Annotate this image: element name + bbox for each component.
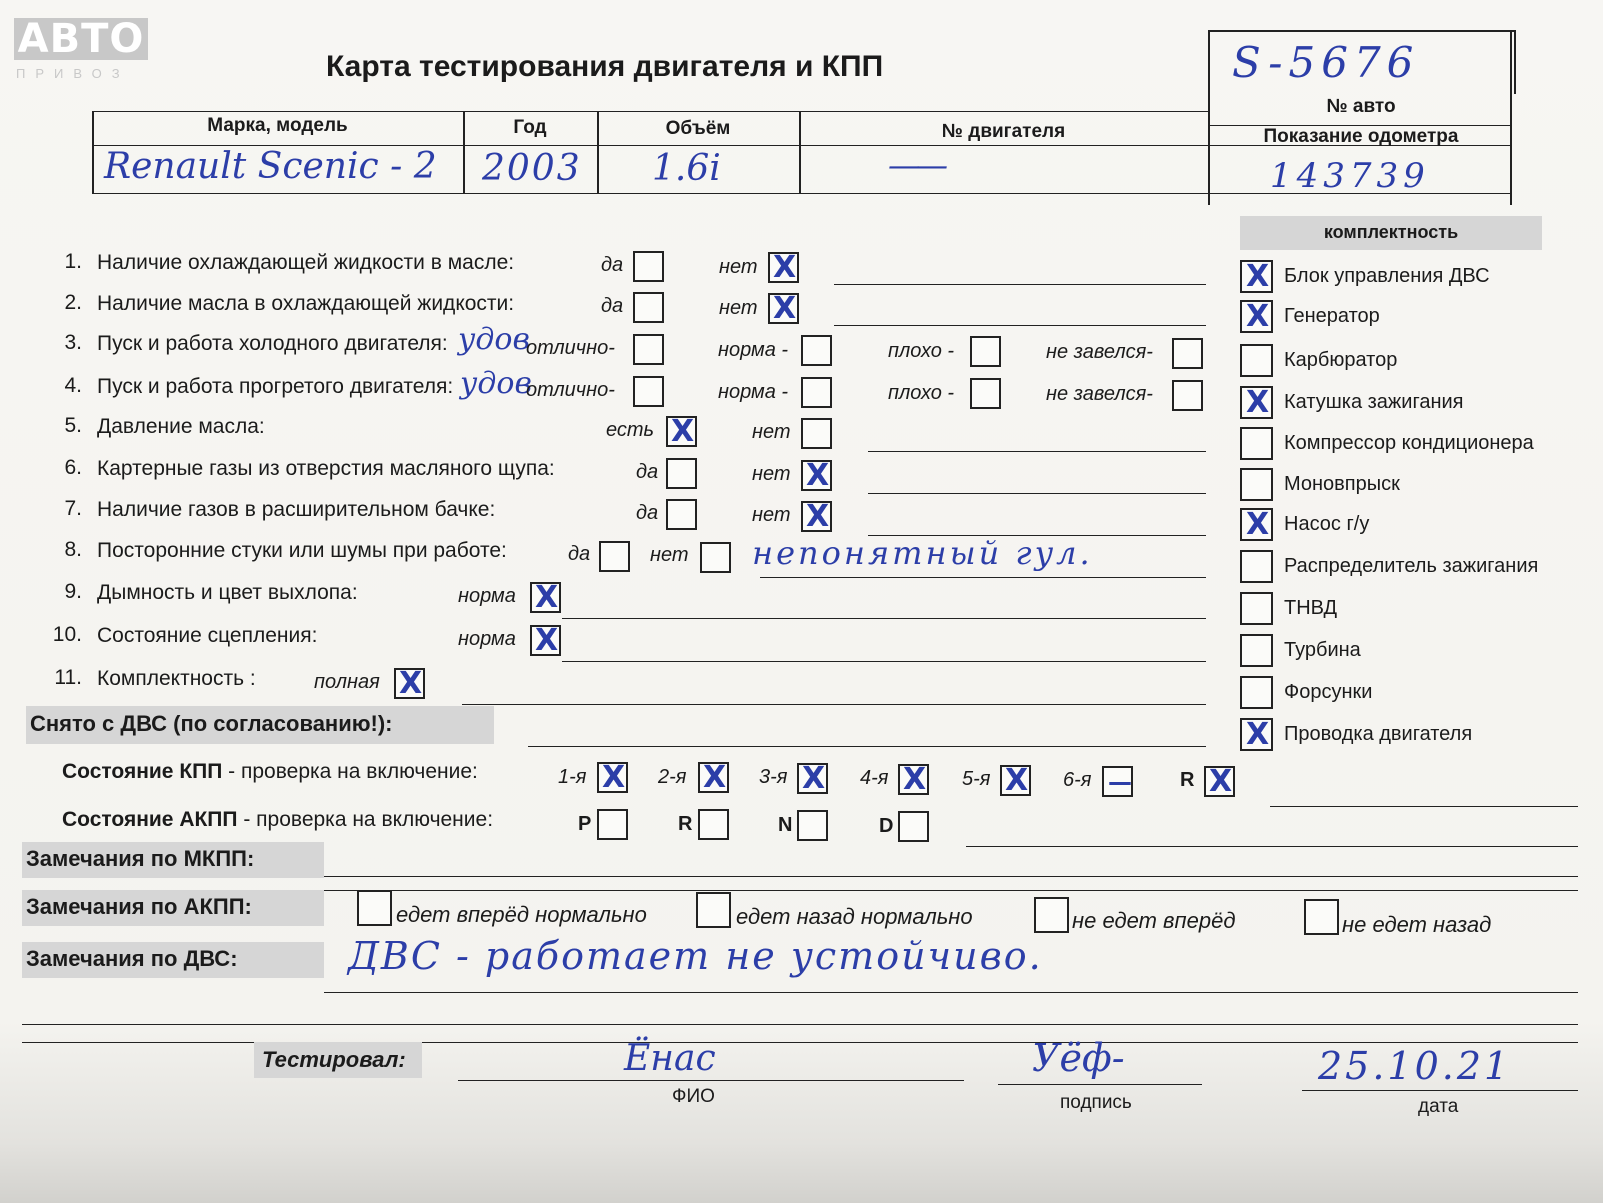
q10-note-line — [562, 661, 1206, 662]
auto-backward-ok-label: едет назад нормально — [736, 904, 973, 929]
manual-remarks-line-1 — [324, 876, 1578, 877]
auto-gearbox-label — [62, 808, 493, 832]
auto-no-forward-label: не едет вперёд — [1072, 908, 1236, 933]
kit-item-label-3: Карбюратор — [1284, 349, 1398, 371]
header-volume: Объём — [665, 118, 731, 139]
q9-number: 9. — [64, 580, 82, 603]
auto-d-label: D — [879, 815, 894, 837]
manual-remarks-label: Замечания по МКПП: — [26, 846, 255, 871]
gear-3-mark: X — [802, 761, 826, 796]
q11-note-line — [462, 704, 1206, 705]
kit-item-label-7: Насос г/у — [1284, 513, 1370, 535]
q5-no-checkbox[interactable] — [801, 418, 832, 449]
q8-yes-checkbox[interactable] — [599, 541, 630, 572]
q7-yes-label: да — [636, 502, 659, 524]
q8-no-label: нет — [650, 544, 689, 566]
kit-item-label-5: Компрессор кондиционера — [1284, 432, 1534, 454]
gear-6-checkbox[interactable] — [1102, 766, 1133, 797]
gear-1-checkbox[interactable] — [597, 762, 628, 793]
q7-no-mark: X — [806, 499, 830, 534]
value-engine-number: —— — [888, 146, 944, 184]
gear-1-mark: X — [602, 760, 626, 795]
q1-number: 1. — [64, 250, 82, 273]
kit-checkbox-2[interactable] — [1240, 300, 1273, 333]
q1-no-mark: X — [773, 250, 797, 285]
gear-2-checkbox[interactable] — [698, 762, 729, 793]
kit-checkbox-3[interactable] — [1240, 344, 1273, 377]
gear-4-checkbox[interactable] — [898, 764, 929, 795]
q2-no-label: нет — [719, 297, 758, 319]
auto-backward-ok-checkbox[interactable] — [696, 892, 731, 928]
auto-r-checkbox[interactable] — [698, 809, 729, 840]
name-field-label: ФИО — [672, 1086, 715, 1107]
kit-item-label-4: Катушка зажигания — [1284, 391, 1464, 413]
q5-present-label: есть — [606, 419, 655, 441]
header-year: Год — [513, 117, 547, 138]
auto-no-backward-checkbox[interactable] — [1304, 899, 1339, 935]
gear-3-checkbox[interactable] — [797, 763, 828, 794]
q10-normal-checkbox[interactable] — [530, 625, 561, 656]
kit-check-mark-12: X — [1246, 717, 1270, 752]
engine-remarks-line-2 — [22, 1024, 1578, 1025]
tested-by-label: Тестировал: — [262, 1047, 406, 1072]
gear-6-dash: — — [1108, 768, 1132, 796]
q4-excellent-checkbox[interactable] — [633, 376, 664, 407]
q10-normal-mark: X — [535, 623, 559, 658]
q4-normal-checkbox[interactable] — [801, 377, 832, 408]
auto-gearbox-bold: Состояние АКПП — [62, 808, 238, 831]
q1-note-line — [834, 284, 1206, 285]
kit-item-label-10: Турбина — [1284, 639, 1361, 661]
q3-bad-label: плохо - — [888, 340, 955, 362]
auto-p-label: P — [578, 813, 592, 835]
auto-remarks-label: Замечания по АКПП: — [26, 894, 252, 919]
q1-text: Наличие охлаждающей жидкости в масле: — [97, 251, 515, 274]
date-handwritten: 25.10.21 — [1318, 1044, 1512, 1088]
q8-yes-label: да — [568, 543, 591, 565]
auto-p-checkbox[interactable] — [597, 809, 628, 840]
gear-4-label: 4-я — [860, 767, 889, 789]
q11-number: 11. — [54, 666, 82, 689]
tester-name-line — [458, 1080, 964, 1081]
q10-number: 10. — [52, 623, 82, 646]
auto-gearbox-note-line — [966, 846, 1578, 847]
q1-yes-checkbox[interactable] — [633, 251, 664, 282]
auto-forward-ok-label: едет вперёд нормально — [396, 902, 647, 927]
q11-full-checkbox[interactable] — [394, 668, 425, 699]
q8-no-checkbox[interactable] — [700, 542, 731, 573]
kit-check-mark-1: X — [1246, 259, 1270, 294]
kit-checkbox-4[interactable] — [1240, 386, 1273, 419]
gear-r-checkbox[interactable] — [1204, 766, 1235, 797]
gear-r-label: R — [1180, 769, 1195, 791]
gear-6-label: 6-я — [1063, 769, 1092, 791]
kit-item-label-11: Форсунки — [1284, 681, 1373, 703]
q2-yes-checkbox[interactable] — [633, 292, 664, 323]
q2-no-checkbox[interactable] — [768, 293, 799, 324]
q5-no-label: нет — [752, 421, 791, 443]
gear-2-label: 2-я — [658, 766, 687, 788]
q6-no-mark: X — [806, 458, 830, 493]
manual-gearbox-rest: - проверка на включение: — [222, 760, 478, 783]
auto-n-label: N — [778, 814, 793, 836]
kit-checkbox-10[interactable] — [1240, 634, 1273, 667]
q6-yes-checkbox[interactable] — [666, 458, 697, 489]
q2-text: Наличие масла в охлаждающей жидкости: — [97, 292, 515, 315]
avtoprivoz-logo-sub: ПРИВОЗ — [16, 66, 130, 81]
date-field-label: дата — [1418, 1096, 1459, 1117]
q5-present-mark: X — [671, 414, 695, 449]
q10-normal-label: норма — [458, 628, 516, 650]
q3-excellent-label: отлично- — [526, 337, 615, 359]
removed-from-engine-label: Снято с ДВС (по согласованию!): — [30, 711, 393, 736]
q2-yes-label: да — [601, 295, 624, 317]
q4-bad-checkbox[interactable] — [970, 378, 1001, 409]
avtoprivoz-logo: АВТО — [14, 18, 148, 60]
gear-5-checkbox[interactable] — [1000, 765, 1031, 796]
gear-5-mark: X — [1005, 763, 1029, 798]
q3-number: 3. — [64, 331, 82, 354]
q5-present-checkbox[interactable] — [666, 416, 697, 447]
signature-line — [998, 1084, 1202, 1085]
q8-note-line — [760, 577, 1206, 578]
q7-text: Наличие газов в расширительном бачке: — [97, 498, 496, 521]
q6-number: 6. — [64, 456, 82, 479]
q3-excellent-checkbox[interactable] — [633, 334, 664, 365]
q4-number: 4. — [64, 374, 82, 397]
auto-d-checkbox[interactable] — [898, 811, 929, 842]
q9-note-line — [562, 618, 1206, 619]
car-number-value: S-5676 — [1232, 38, 1420, 87]
q4-text: Пуск и работа прогретого двигателя: — [97, 375, 454, 398]
gear-r-mark: X — [1209, 764, 1233, 799]
tester-name-handwritten: Ёнас — [624, 1038, 716, 1079]
q5-text: Давление масла: — [97, 415, 265, 438]
q4-handwritten: удов — [460, 366, 532, 401]
kit-checkbox-8[interactable] — [1240, 550, 1273, 583]
q4-normal-label: норма - — [718, 381, 789, 403]
q3-not-started-checkbox[interactable] — [1172, 338, 1203, 369]
q6-text: Картерные газы из отверстия масляного щупа: — [97, 457, 555, 480]
q3-normal-checkbox[interactable] — [801, 335, 832, 366]
auto-n-checkbox[interactable] — [797, 810, 828, 841]
signature-field-label: подпись — [1060, 1092, 1132, 1113]
q7-no-checkbox[interactable] — [801, 501, 832, 532]
q11-full-label: полная — [314, 671, 380, 693]
kit-checkbox-6[interactable] — [1240, 468, 1273, 501]
q9-normal-mark: X — [535, 580, 559, 615]
q8-text: Посторонние стуки или шумы при работе: — [97, 539, 507, 562]
auto-forward-ok-checkbox[interactable] — [357, 890, 392, 926]
auto-no-forward-checkbox[interactable] — [1034, 897, 1069, 933]
manual-gearbox-note-line — [1270, 806, 1578, 807]
q3-handwritten: удов — [458, 322, 530, 357]
q9-text: Дымность и цвет выхлопа: — [97, 581, 358, 604]
auto-r-label: R — [678, 813, 693, 835]
kit-checkbox-7[interactable] — [1240, 508, 1273, 541]
date-line — [1302, 1090, 1578, 1091]
q9-normal-checkbox[interactable] — [530, 582, 561, 613]
kit-item-label-9: ТНВД — [1284, 597, 1338, 619]
q2-number: 2. — [64, 291, 82, 314]
manual-gearbox-bold: Состояние КПП — [62, 760, 223, 783]
card-title: Карта тестирования двигателя и КПП — [326, 50, 884, 83]
q1-no-label: нет — [719, 256, 758, 278]
q1-yes-label: да — [601, 254, 624, 276]
q3-not-started-label: не завелся- — [1046, 341, 1153, 363]
gear-2-mark: X — [703, 760, 727, 795]
gear-3-label: 3-я — [759, 766, 788, 788]
value-odometer: 143739 — [1270, 156, 1430, 196]
q3-bad-checkbox[interactable] — [970, 336, 1001, 367]
engine-remarks-handwritten: ДВС - работает не устойчиво. — [348, 934, 1043, 978]
q2-note-line — [834, 325, 1206, 326]
kit-check-mark-4: X — [1246, 385, 1270, 420]
q8-handwritten: непонятный гул. — [752, 534, 1093, 572]
kit-check-mark-2: X — [1246, 299, 1270, 334]
kit-item-label-2: Генератор — [1284, 305, 1380, 327]
q1-no-checkbox[interactable] — [768, 252, 799, 283]
q5-note-line — [868, 451, 1206, 452]
header-make-model: Марка, модель — [207, 115, 348, 136]
kit-check-mark-7: X — [1246, 507, 1270, 542]
q4-excellent-label: отлично- — [526, 379, 615, 401]
kit-item-label-6: Моновпрыск — [1284, 473, 1400, 495]
q2-no-mark: X — [773, 291, 797, 326]
kit-checkbox-9[interactable] — [1240, 592, 1273, 625]
q5-number: 5. — [64, 414, 82, 437]
q8-number: 8. — [64, 538, 82, 561]
manual-remarks-line-2 — [324, 890, 1578, 891]
removed-note-line — [528, 746, 1206, 747]
auto-no-backward-label: не едет назад — [1342, 912, 1492, 937]
signature-handwritten: Уёф- — [1032, 1036, 1125, 1080]
value-year: 2003 — [482, 148, 582, 189]
q6-no-label: нет — [752, 463, 791, 485]
q4-bad-label: плохо - — [888, 382, 955, 404]
header-odometer: Показание одометра — [1263, 126, 1459, 147]
gear-5-label: 5-я — [962, 768, 991, 790]
auto-gearbox-rest: - проверка на включение: — [237, 808, 494, 831]
q6-yes-label: да — [636, 461, 659, 483]
q9-normal-label: норма — [458, 585, 516, 607]
q6-no-checkbox[interactable] — [801, 460, 832, 491]
q3-normal-label: норма - — [718, 339, 789, 361]
q7-yes-checkbox[interactable] — [666, 499, 697, 530]
q11-text: Комплектность : — [97, 667, 256, 690]
header-engine-number: № двигателя — [941, 121, 1066, 142]
kit-item-label-1: Блок управления ДВС — [1284, 265, 1490, 287]
gear-1-label: 1-я — [558, 766, 587, 788]
kit-item-label-8: Распределитель зажигания — [1284, 555, 1539, 577]
engine-remarks-line-1 — [324, 992, 1578, 993]
q3-text: Пуск и работа холодного двигателя: — [97, 332, 448, 355]
kit-checkbox-11[interactable] — [1240, 676, 1273, 709]
q11-full-mark: X — [399, 666, 423, 701]
q6-note-line — [868, 493, 1206, 494]
q10-text: Состояние сцепления: — [97, 624, 318, 647]
value-make-model: Renault Scenic - 2 — [104, 146, 437, 187]
car-number-label: № авто — [1326, 96, 1396, 117]
kit-item-label-12: Проводка двигателя — [1284, 723, 1473, 745]
gear-4-mark: X — [903, 762, 927, 797]
manual-gearbox-label — [62, 760, 478, 784]
kit-header: комплектность — [1323, 222, 1459, 242]
engine-remarks-label: Замечания по ДВС: — [26, 946, 238, 971]
q4-not-started-label: не завелся- — [1046, 383, 1153, 405]
q7-number: 7. — [64, 497, 82, 520]
q7-no-label: нет — [752, 504, 791, 526]
kit-checkbox-1[interactable] — [1240, 260, 1273, 293]
value-volume: 1.6i — [652, 148, 721, 189]
q4-not-started-checkbox[interactable] — [1172, 380, 1203, 411]
kit-checkbox-12[interactable] — [1240, 718, 1273, 751]
kit-checkbox-5[interactable] — [1240, 427, 1273, 460]
